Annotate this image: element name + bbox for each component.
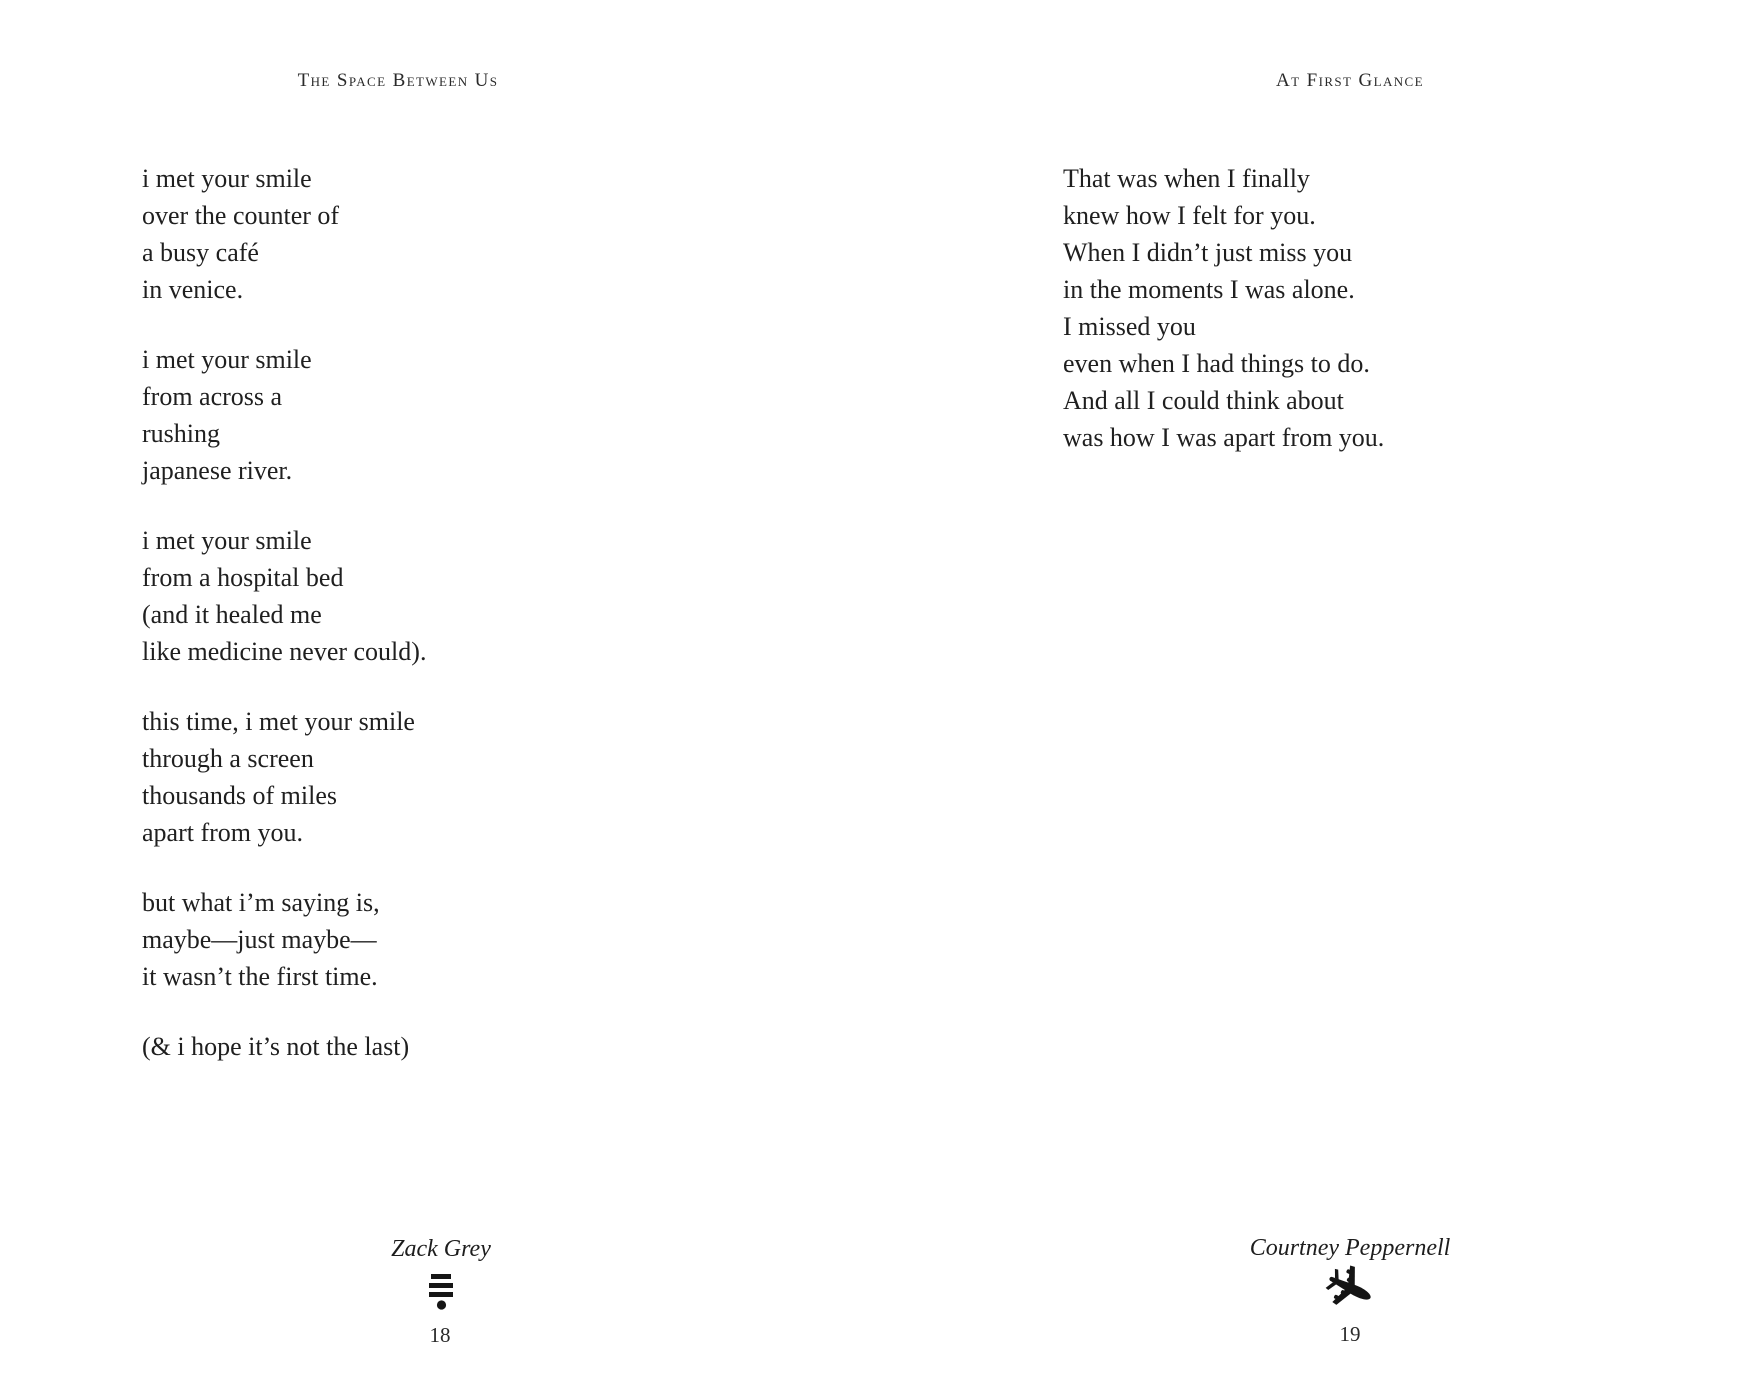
right-poem: [1063, 160, 1384, 456]
poem-line: i met your smile: [142, 164, 312, 193]
poem-stanza: [1063, 160, 1384, 456]
poem-stanza: [142, 522, 426, 670]
poem-line: through a screen: [142, 744, 314, 773]
poem-line: (& i hope it’s not the last): [142, 1032, 410, 1061]
poem-stanza: [142, 703, 426, 851]
poem-line: a busy café: [142, 238, 259, 267]
poem-line: from across a: [142, 382, 283, 411]
poem-line: it wasn’t the first time.: [142, 962, 378, 991]
poem-line: apart from you.: [142, 818, 304, 847]
left-page-number: 18: [429, 1323, 451, 1347]
airplane-icon: [1317, 1262, 1383, 1314]
right-page-number: 19: [1339, 1322, 1361, 1346]
poem-line: was how I was apart from you.: [1063, 423, 1385, 452]
poem-line: from a hospital bed: [142, 563, 344, 592]
poem-line: And all I could think about: [1063, 386, 1344, 415]
poem-line: in venice.: [142, 275, 244, 304]
poem-line: even when I had things to do.: [1063, 349, 1370, 378]
poem-line: When I didn’t just miss you: [1063, 238, 1353, 267]
poem-line: knew how I felt for you.: [1063, 201, 1316, 230]
poem-stanza: [142, 160, 426, 308]
right-page: [874, 0, 1748, 1395]
poem-line: but what i’m saying is,: [142, 888, 380, 917]
poem-stanza: [142, 884, 426, 995]
poem-line: like medicine never could).: [142, 637, 427, 666]
poem-line: over the counter of: [142, 201, 340, 230]
poem-line: japanese river.: [142, 456, 293, 485]
poem-line: i met your smile: [142, 526, 312, 555]
poem-line: thousands of miles: [142, 781, 337, 810]
poem-line: in the moments I was alone.: [1063, 275, 1355, 304]
poem-line: this time, i met your smile: [142, 707, 415, 736]
poem-stanza: [142, 341, 426, 489]
left-poem: [142, 160, 426, 1065]
poem-line: I missed you: [1063, 312, 1196, 341]
left-running-header: The Space Between Us: [297, 70, 499, 91]
left-author-name: Zack Grey: [391, 1236, 491, 1262]
three-bars-dot-logo-icon: [428, 1274, 454, 1311]
poem-line: i met your smile: [142, 345, 312, 374]
right-running-header: At First Glance: [1276, 70, 1424, 91]
poem-line: rushing: [142, 419, 220, 448]
poem-line: maybe—just maybe—: [142, 925, 377, 954]
poem-line: (and it healed me: [142, 600, 322, 629]
poem-stanza: [142, 1028, 426, 1065]
poem-line: That was when I finally: [1063, 164, 1310, 193]
right-author-name: Courtney Peppernell: [1249, 1235, 1451, 1261]
